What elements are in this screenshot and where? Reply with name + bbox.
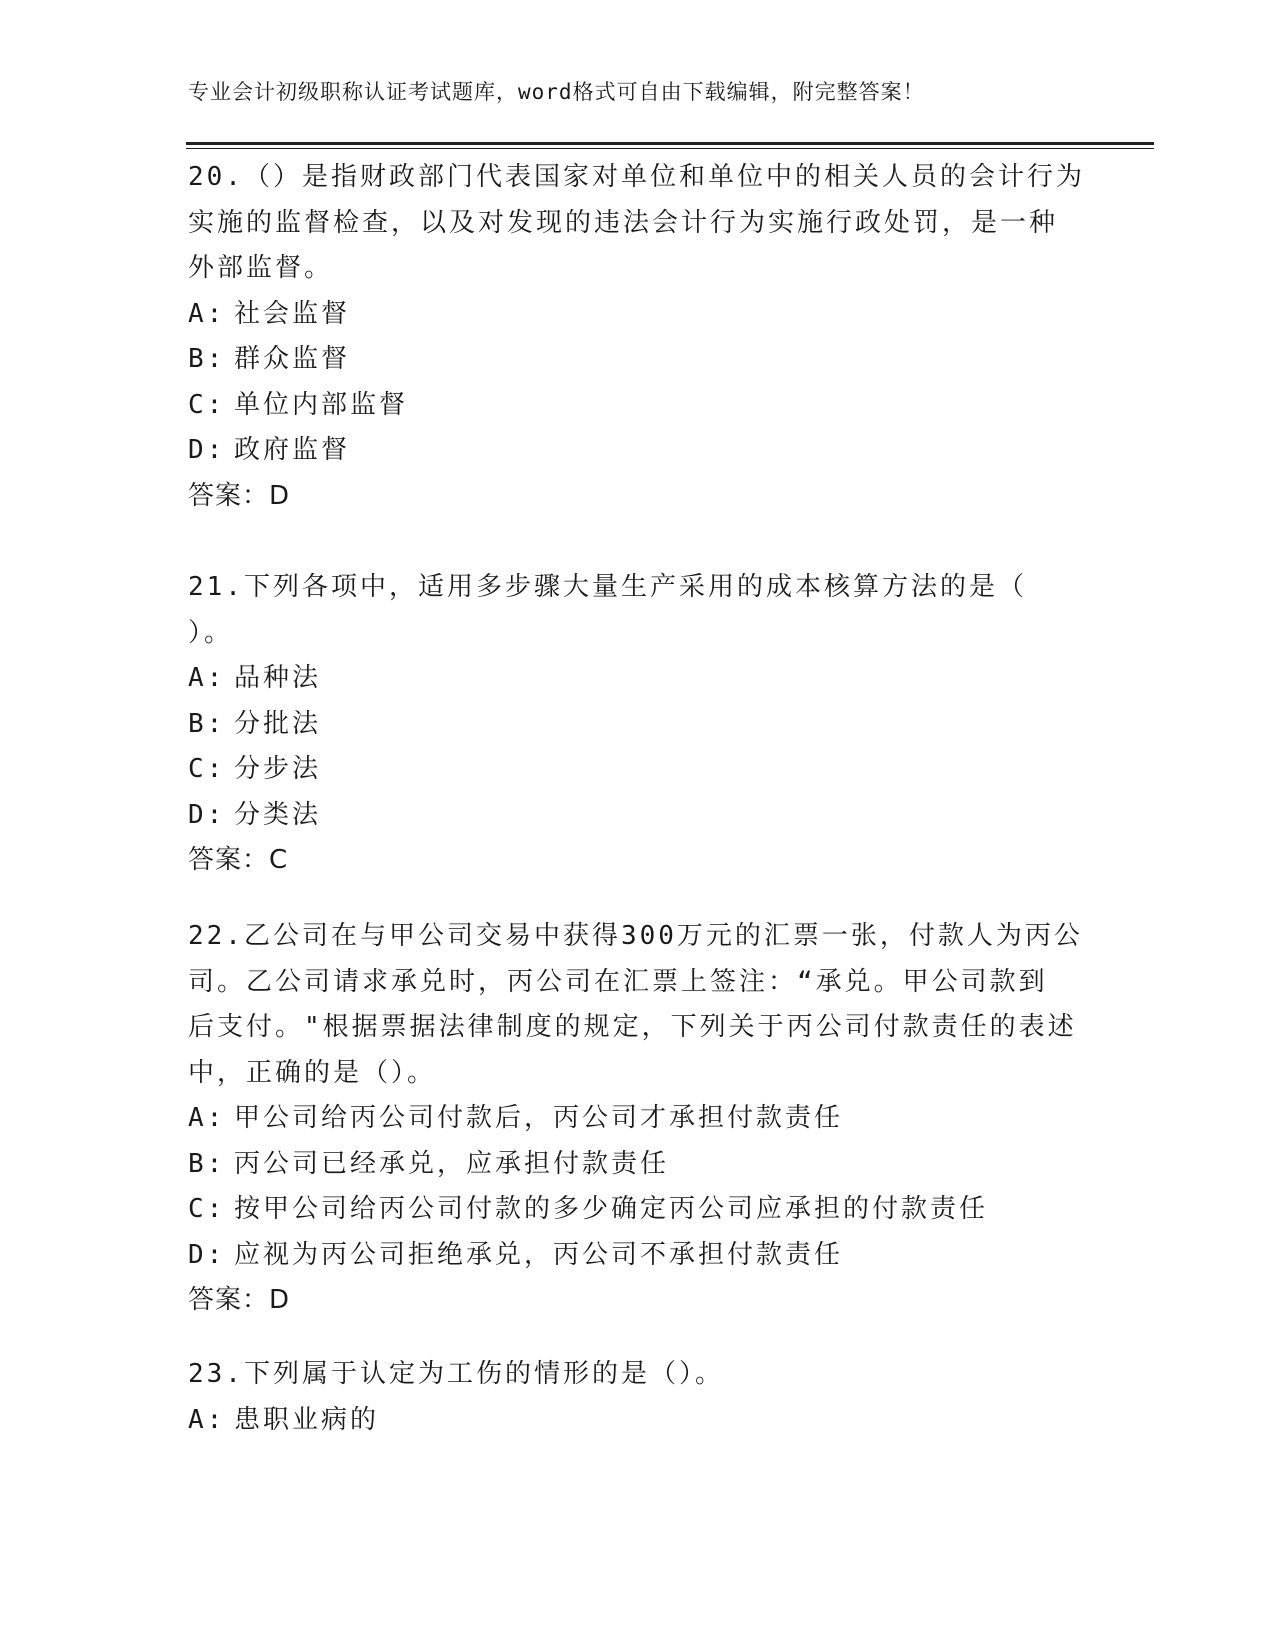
option-key: A: [188, 1103, 226, 1133]
option-text: 群众监督 [234, 344, 351, 374]
option-key: D: [188, 435, 226, 465]
option-key: B: [188, 708, 226, 739]
option-text: 分步法 [234, 754, 322, 784]
option-text: 社会监督 [234, 298, 351, 329]
header-rule-thin [186, 148, 1154, 149]
option-a [188, 292, 1088, 338]
question-text-line: 21.下列各项中，适用多步骤大量生产采用的成本核算方法的是（ [188, 572, 1027, 602]
option-key: C: [188, 389, 226, 420]
question-22 [188, 914, 1088, 1324]
answer-line: 答案：D [188, 1285, 291, 1315]
question-text-line: 22.乙公司在与甲公司交易中获得300万元的汇票一张，付款人为丙公 [188, 921, 1083, 951]
option-key: A: [188, 663, 226, 693]
question-text-line: 实施的监督检查，以及对发现的违法会计行为实施行政处罚，是一种 [188, 207, 1059, 238]
answer-line: 答案：D [188, 480, 291, 511]
option-key: D: [188, 799, 226, 830]
header-rule-thick [186, 142, 1154, 145]
option-key: C: [188, 754, 226, 784]
option-c [188, 383, 1088, 429]
option-text: 丙公司已经承兑，应承担付款责任 [234, 1148, 670, 1179]
option-text: 应视为丙公司拒绝承兑，丙公司不承担付款责任 [234, 1239, 844, 1270]
question-23 [188, 1352, 1088, 1443]
option-d [188, 1233, 1088, 1279]
option-a [188, 1096, 1088, 1142]
option-d [188, 428, 1088, 474]
option-text: 甲公司给丙公司付款后，丙公司才承担付款责任 [234, 1103, 844, 1133]
option-key: D: [188, 1239, 226, 1270]
question-20 [188, 155, 1088, 519]
option-key: C: [188, 1194, 226, 1224]
option-d [188, 793, 1088, 839]
question-text-line: 中，正确的是（）。 [188, 1057, 437, 1088]
option-text: 单位内部监督 [234, 389, 409, 420]
option-text: 分类法 [234, 799, 322, 830]
option-b [188, 1142, 1088, 1188]
option-text: 政府监督 [234, 435, 351, 465]
option-a [188, 1398, 1088, 1444]
option-key: B: [188, 1148, 226, 1179]
option-c [188, 1187, 1088, 1233]
question-text-line: 20.（）是指财政部门代表国家对单位和单位中的相关人员的会计行为 [188, 162, 1085, 192]
option-b [188, 702, 1088, 748]
option-text: 品种法 [234, 663, 322, 693]
question-text-line: ）。 [188, 617, 234, 648]
option-key: A: [188, 298, 226, 329]
option-text: 按甲公司给丙公司付款的多少确定丙公司应承担的付款责任 [234, 1194, 989, 1224]
option-b [188, 337, 1088, 383]
option-c [188, 747, 1088, 793]
question-text-line: 23.下列属于认定为工伤的情形的是（）。 [188, 1359, 724, 1389]
page-header-title: 专业会计初级职称认证考试题库，word格式可自由下载编辑，附完整答案！ [188, 80, 925, 104]
option-key: B: [188, 344, 226, 374]
question-text-line: 后支付。"根据票据法律制度的规定，下列关于丙公司付款责任的表述 [188, 1012, 1077, 1042]
option-key: A: [188, 1404, 226, 1435]
question-text-line: 外部监督。 [188, 253, 334, 283]
answer-line: 答案：C [188, 845, 289, 875]
option-a [188, 656, 1088, 702]
option-text: 患职业病的 [234, 1404, 380, 1435]
question-text-line: 司。乙公司请求承兑时，丙公司在汇票上签注：“承兑。甲公司款到 [188, 966, 1048, 997]
option-text: 分批法 [234, 708, 322, 739]
question-21 [188, 565, 1088, 884]
